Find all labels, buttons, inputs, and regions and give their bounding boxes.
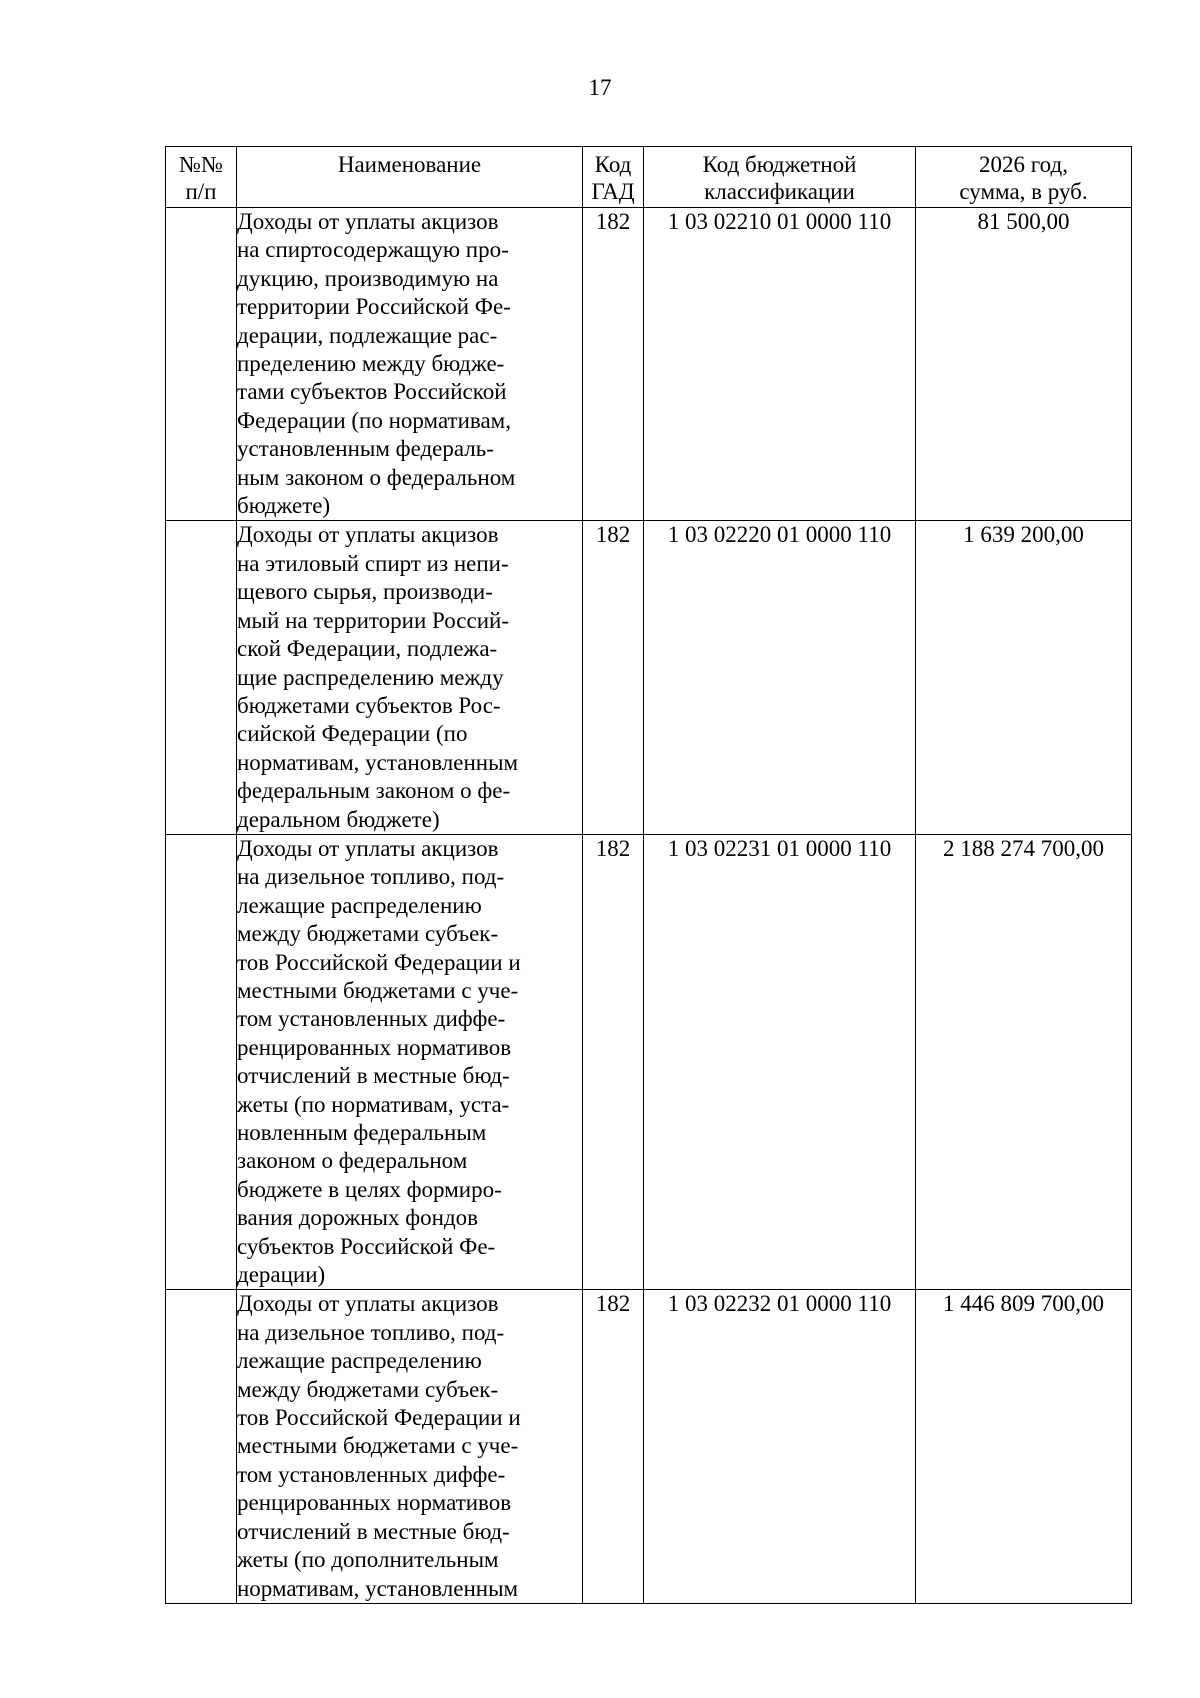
table-row [166, 521, 1132, 834]
row-name-cell [237, 834, 583, 1290]
row-name-line: на дизельное топливо, под- [237, 864, 505, 890]
row-name-line: между бюджетами субъек- [237, 921, 499, 947]
row-name-line: Доходы от уплаты акцизов [237, 835, 499, 861]
row-sum-cell: 81 500,00 [916, 208, 1132, 521]
row-name-line: жеты (по нормативам, уста- [237, 1091, 510, 1117]
row-name-line: дерации, подлежащие рас- [237, 322, 498, 348]
budget-revenue-table [165, 146, 1132, 1604]
row-name-line: ренцированных нормативов [237, 1490, 512, 1516]
row-name-line: нормативам, установленным [237, 1575, 519, 1601]
row-name-line: дукцию, производимую на [237, 265, 499, 291]
header-gad [583, 147, 644, 208]
header-gad-line: Код [594, 152, 632, 177]
row-name-line: Доходы от уплаты акцизов [237, 1291, 499, 1317]
row-name-line: между бюджетами субъек- [237, 1376, 499, 1402]
table-row [166, 208, 1132, 521]
row-name-line: сийской Федерации (по [237, 721, 468, 747]
row-gad-cell: 182 [583, 834, 644, 1290]
table-row [166, 834, 1132, 1290]
row-name-line: дерации) [237, 1262, 326, 1288]
row-name-cell [237, 208, 583, 521]
header-kbk-line: классификации [704, 179, 855, 204]
header-sum [916, 147, 1132, 208]
row-name-line: тов Российской Федерации и [237, 1405, 521, 1431]
header-num-line: п/п [185, 179, 217, 204]
row-name-line: на спиртосодержащую про- [237, 237, 509, 263]
header-num-line: №№ [179, 152, 223, 177]
row-sum-cell: 1 446 809 700,00 [916, 1290, 1132, 1603]
row-name-line: территории Российской Фе- [237, 294, 511, 320]
row-name-line: ренцированных нормативов [237, 1034, 512, 1060]
row-name-line: щие распределению между [237, 664, 504, 690]
row-name-line: бюджетами субъектов Рос- [237, 692, 501, 718]
row-name-line: ным законом о федеральном [237, 464, 516, 490]
header-sum-line: 2026 год, [979, 152, 1068, 177]
row-name-line: местными бюджетами с уче- [237, 1433, 519, 1459]
row-name-line: Доходы от уплаты акцизов [237, 522, 499, 548]
row-name-line: вания дорожных фондов [237, 1205, 479, 1231]
row-name-line: федеральным законом о фе- [237, 778, 511, 804]
row-name-line: ской Федерации, подлежа- [237, 636, 498, 662]
row-gad-cell: 182 [583, 208, 644, 521]
row-name-line: жеты (по дополнительным [237, 1547, 499, 1573]
row-sum-cell: 2 188 274 700,00 [916, 834, 1132, 1290]
row-name-line: щевого сырья, производи- [237, 579, 493, 605]
row-name-line: том установленных диффе- [237, 1461, 506, 1487]
row-gad-cell: 182 [583, 1290, 644, 1603]
row-number-cell [166, 834, 237, 1290]
row-name-line: деральном бюджете) [237, 806, 440, 832]
header-gad-line: ГАД [591, 179, 635, 204]
row-gad-cell: 182 [583, 521, 644, 834]
row-name-line: Доходы от уплаты акцизов [237, 209, 499, 234]
row-name-line: отчислений в местные бюд- [237, 1063, 510, 1089]
header-kbk-line: Код бюджетной [702, 152, 857, 177]
row-number-cell [166, 1290, 237, 1603]
page-number: 17 [588, 75, 612, 100]
row-name-line: мый на территории Россий- [237, 607, 510, 633]
row-name-line: на этиловый спирт из непи- [237, 550, 509, 576]
row-name-line: установленным федераль- [237, 436, 494, 462]
row-sum-cell: 1 639 200,00 [916, 521, 1132, 834]
row-name-cell [237, 1290, 583, 1603]
row-name-line: на дизельное топливо, под- [237, 1319, 505, 1345]
row-name-line: новленным федеральным [237, 1120, 487, 1145]
row-name-cell [237, 521, 583, 834]
row-name-line: пределению между бюдже- [237, 351, 505, 377]
row-number-cell [166, 521, 237, 834]
row-name-line: тов Российской Федерации и [237, 949, 521, 975]
row-name-line: отчислений в местные бюд- [237, 1518, 510, 1544]
table-row [166, 1290, 1132, 1603]
row-name-line: нормативам, установленным [237, 749, 519, 775]
row-number-cell [166, 208, 237, 521]
row-name-line: Федерации (по нормативам, [237, 407, 511, 433]
row-name-line: местными бюджетами с уче- [237, 977, 519, 1003]
header-name-line: Наименование [337, 152, 482, 177]
header-name [237, 147, 583, 208]
header-num [166, 147, 237, 208]
table-body [166, 208, 1132, 1604]
header-sum-line: сумма, в руб. [959, 179, 1088, 204]
table-header-row [166, 147, 1132, 208]
row-kbk-cell: 1 03 02220 01 0000 110 [644, 521, 916, 834]
row-name-line: бюджете в целях формиро- [237, 1176, 502, 1202]
header-kbk [644, 147, 916, 208]
row-kbk-cell: 1 03 02232 01 0000 110 [644, 1290, 916, 1603]
row-name-line: том установленных диффе- [237, 1006, 506, 1032]
row-name-line: бюджете) [237, 493, 331, 519]
row-kbk-cell: 1 03 02210 01 0000 110 [644, 208, 916, 521]
row-name-line: тами субъектов Российской [237, 379, 507, 405]
row-name-line: лежащие распределению [237, 892, 482, 918]
row-name-line: лежащие распределению [237, 1348, 482, 1374]
row-name-line: субъектов Российской Фе- [237, 1233, 496, 1259]
row-kbk-cell: 1 03 02231 01 0000 110 [644, 834, 916, 1290]
row-name-line: законом о федеральном [237, 1148, 468, 1174]
